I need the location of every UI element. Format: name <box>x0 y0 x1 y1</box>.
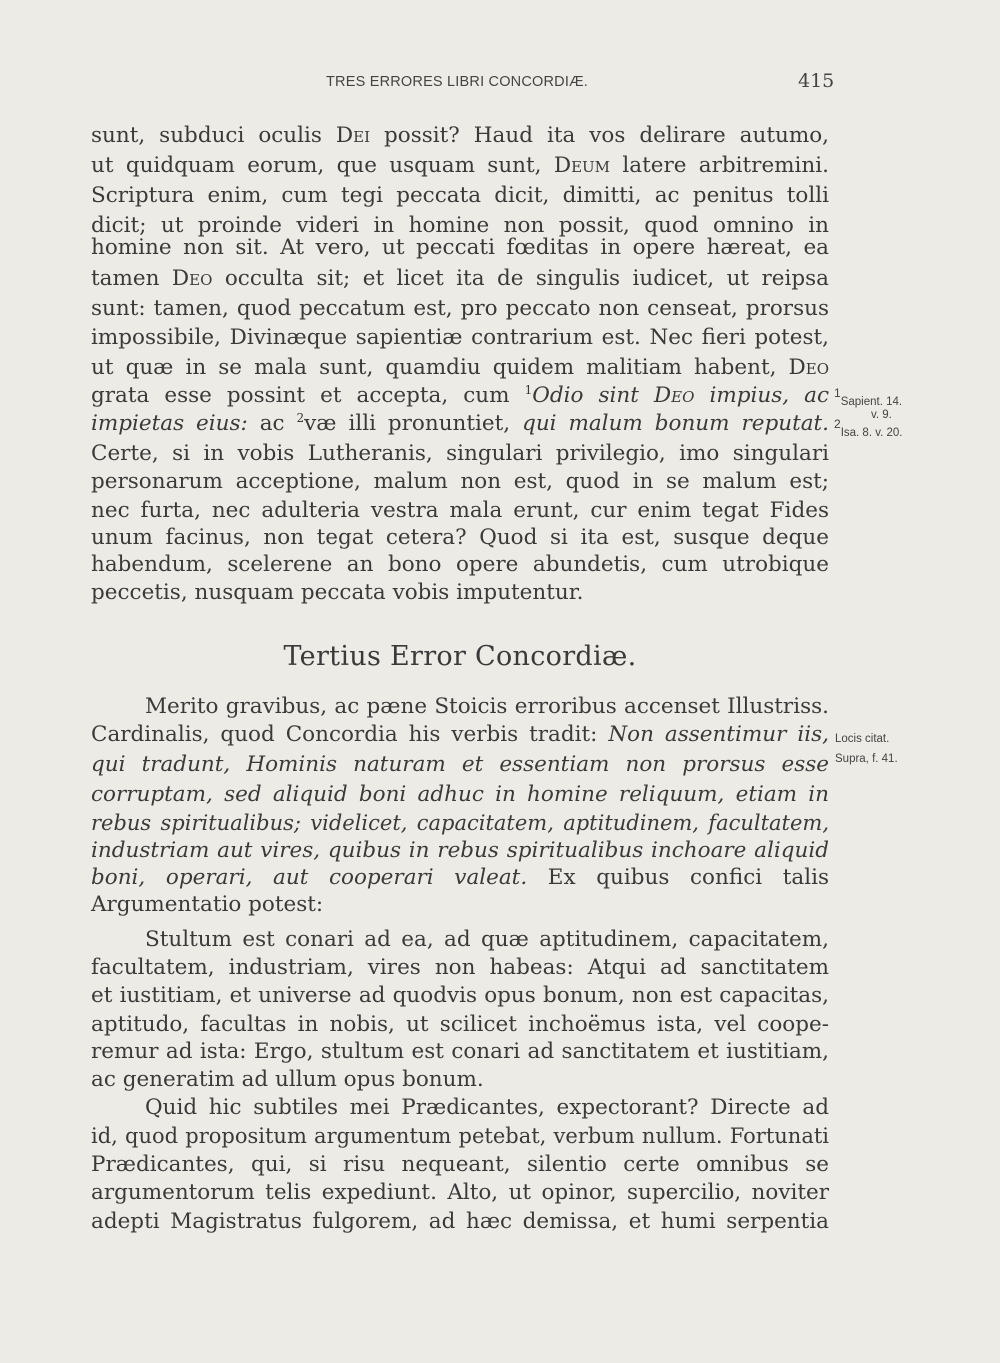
text-line: personarum acceptione, malum non est, quod in se malum est; <box>91 469 829 494</box>
text-line: habendum, scelerene an bono opere abundetis, cum utrobique <box>91 552 829 577</box>
margin-note: $^1$Sapient. 14. <box>834 386 903 408</box>
text-line: tamen Deo occulta sit; et licet ita de singulis iudicet, ut reipsa <box>91 266 829 291</box>
text-line: facultatem, industriam, vires non habeas: Atqui ad sanctitatem <box>91 955 829 980</box>
text-line: nec furta, nec adulteria vestra mala erunt, cur enim tegat Fides <box>91 498 829 523</box>
text-line: qui tradunt, Hominis naturam et essentiam non prorsus esse <box>91 752 829 777</box>
text-line: Quid hic subtiles mei Prædicantes, expectorant? Directe ad <box>145 1095 829 1120</box>
text-line: boni, operari, aut cooperari valeat. Ex quibus confici talis <box>91 865 829 890</box>
margin-note: v. 9. <box>871 409 892 421</box>
text-line: aptitudo, facultas in nobis, ut scilicet inchoëmus ista, vel coope- <box>91 1012 829 1037</box>
text-line: ut quidquam eorum, que usquam sunt, Deum latere arbitremini. <box>91 153 829 178</box>
margin-note: $^2$Isa. 8. v. 20. <box>834 417 903 439</box>
text-line: peccetis, nusquam peccata vobis imputentur. <box>91 580 584 605</box>
text-line: unum facinus, non tegat cetera? Quod si ita est, susque deque <box>91 525 829 550</box>
text-line: grata esse possint et accepta, cum $^1$Odio sint Deo impius, ac <box>91 383 829 408</box>
text-line: impietas eius: ac $^2$væ illi pronuntiet, qui malum bonum reputat. <box>91 411 829 436</box>
text-line: Merito gravibus, ac pæne Stoicis erroribus accenset Illustriss. <box>145 694 829 719</box>
text-line: Certe, si in vobis Lutheranis, singulari privilegio, imo singulari <box>91 441 829 466</box>
text-line: Argumentatio potest: <box>91 892 324 917</box>
section-heading: Tertius Error Concordiæ. <box>283 641 637 672</box>
text-line: Stultum est conari ad ea, ad quæ aptitudinem, capacitatem, <box>145 927 829 952</box>
margin-note: Locis citat. <box>835 733 890 745</box>
text-line: Prædicantes, qui, si risu nequeant, silentio certe omnibus se <box>91 1152 829 1177</box>
text-line: Cardinalis, quod Concordia his verbis tradit: Non assentimur iis, <box>91 722 829 747</box>
text-line: sunt, subduci oculis Dei possit? Haud ita vos delirare autumo, <box>91 123 829 148</box>
margin-note: Supra, f. 41. <box>835 753 898 765</box>
text-line: industriam aut vires, quibus in rebus spiritualibus inchoare aliquid <box>91 838 829 863</box>
text-line: et iustitiam, et universe ad quodvis opus bonum, non est capacitas, <box>91 983 829 1008</box>
text-line: remur ad ista: Ergo, stultum est conari ad sanctitatem et iustitiam, <box>91 1039 829 1064</box>
text-line: corruptam, sed aliquid boni adhuc in homine reliquum, etiam in <box>91 782 829 807</box>
text-line: rebus spiritualibus; videlicet, capacitatem, aptitudinem, facultatem, <box>91 811 829 835</box>
text-line: argumentorum telis expediunt. Alto, ut opinor, supercilio, noviter <box>91 1180 829 1205</box>
text-line: impossibile, Divinæque sapientiæ contrarium est. Nec fieri potest, <box>91 325 829 350</box>
text-line: adepti Magistratus fulgorem, ad hæc demissa, et humi serpentia <box>91 1209 829 1234</box>
text-line: id, quod propositum argumentum petebat, verbum nullum. Fortunati <box>91 1124 829 1148</box>
page-number: 415 <box>798 70 835 92</box>
running-head: TRES ERRORES LIBRI CONCORDIÆ. <box>326 74 588 90</box>
text-line: Scriptura enim, cum tegi peccata dicit, dimitti, ac penitus tolli <box>91 183 829 208</box>
page-header <box>0 70 1000 98</box>
text-line: ut quæ in se mala sunt, quamdiu quidem malitiam habent, Deo <box>91 355 829 380</box>
text-line: sunt: tamen, quod peccatum est, pro peccato non censeat, prorsus <box>91 296 829 321</box>
text-line: homine non sit. At vero, ut peccati fœditas in opere hæreat, ea <box>91 235 829 260</box>
text-line: ac generatim ad ullum opus bonum. <box>91 1067 484 1092</box>
text-line: dicit; ut proinde videri in homine non possit, quod omnino in <box>91 213 829 238</box>
